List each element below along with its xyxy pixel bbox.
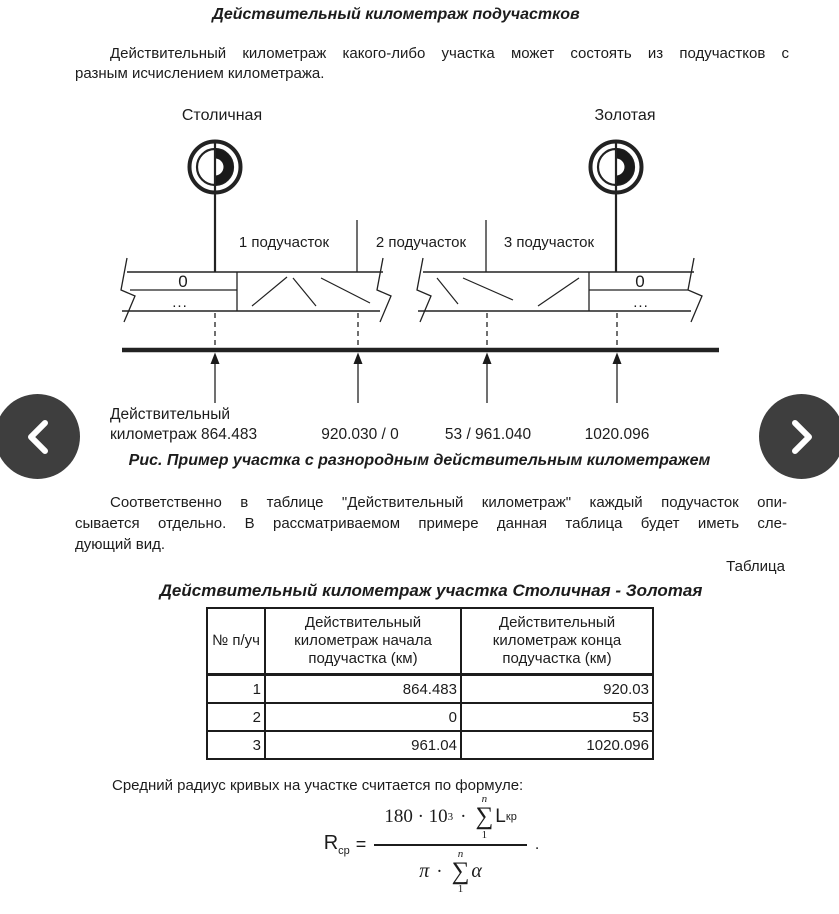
page-title: Действительный километраж подучастков — [212, 6, 580, 23]
cell-number: 2 — [207, 703, 265, 731]
kilometrage-table — [206, 607, 654, 760]
table-intro-paragraph — [75, 492, 787, 555]
sum-symbol: n ∑ 1 — [451, 847, 470, 895]
table-word: Таблица — [726, 558, 785, 575]
station-left-label: Столичная — [181, 107, 263, 124]
fraction-numerator: 180 · 10 3 · n ∑ 1 L кр — [374, 794, 527, 846]
section-label-1: 1 подучасток — [238, 234, 330, 251]
band-left-zero: 0 — [178, 272, 188, 291]
band-right-zero: 0 — [635, 272, 645, 291]
intro-line-2: разным исчислением километража. — [75, 65, 325, 82]
equals-sign: = — [355, 834, 367, 854]
formula-intro: Средний радиус кривых на участке считается по формуле: — [112, 777, 524, 794]
band-left-dots: ... — [172, 294, 188, 311]
figure-caption: Рис. Пример участка с разнородным действительным километражем — [128, 452, 711, 469]
break-mark — [688, 258, 702, 322]
formula-period: . — [534, 835, 540, 853]
km-mark-3: 53 / 961.040 — [444, 426, 532, 443]
chevron-left-icon — [21, 415, 55, 459]
fraction — [374, 794, 527, 895]
paragraph-line-3: дующий вид. — [75, 536, 166, 553]
km-mark-4: 1020.096 — [584, 426, 650, 443]
km-mark-2: 920.030 / 0 — [321, 426, 399, 443]
formula-lhs: $R_{ср}$ — [323, 832, 350, 857]
station-right-label: Золотая — [594, 107, 656, 124]
cell-number: 3 — [207, 731, 265, 759]
cell-end-km: 1020.096 — [461, 731, 653, 759]
track-band-left — [121, 258, 391, 322]
station-symbol-left — [190, 141, 241, 272]
section-label-3: 3 подучасток — [503, 234, 595, 251]
paragraph-line-1: Соответственно в таблице "Действительный километраж" каждый подучасток опи- — [110, 494, 787, 511]
sum-symbol: n ∑ 1 — [475, 793, 494, 841]
intro-paragraph — [75, 44, 789, 84]
table-row — [207, 731, 653, 759]
band-right-dots: ... — [633, 294, 649, 311]
cell-start-km: 961.04 — [265, 731, 461, 759]
intro-line-1: Действительный километраж какого-либо участка может состоять из подучастков с — [110, 45, 789, 62]
station-symbol-right — [591, 141, 642, 272]
axis-arrows — [211, 353, 622, 404]
break-mark — [377, 258, 391, 322]
track-band-right — [417, 258, 702, 322]
fraction-denominator: π · n ∑ 1 α — [419, 847, 482, 895]
cell-end-km: 920.03 — [461, 675, 653, 704]
table-row — [207, 675, 653, 704]
km-label-line1: Действительный — [110, 406, 231, 423]
avg-radius-formula — [12, 794, 839, 895]
chevron-right-icon — [785, 415, 819, 459]
kilometrage-diagram — [0, 100, 839, 448]
table-row — [207, 703, 653, 731]
km-label-line2: километраж 864.483 — [110, 426, 258, 443]
cell-number: 1 — [207, 675, 265, 704]
cell-start-km: 0 — [265, 703, 461, 731]
paragraph-line-2: сывается отдельно. В рассматриваемом примере данная таблица будет иметь сле- — [75, 515, 787, 532]
col-header-end-km: Действительный километраж конца подучастка (км) — [461, 608, 653, 675]
col-header-start-km: Действительный километраж начала подучастка (км) — [265, 608, 461, 675]
section-label-2: 2 подучасток — [375, 234, 467, 251]
table-title: Действительный километраж участка Столичная - Золотая — [159, 581, 703, 600]
cell-start-km: 864.483 — [265, 675, 461, 704]
break-mark — [417, 258, 431, 322]
col-header-number: № п/уч — [207, 608, 265, 675]
cell-end-km: 53 — [461, 703, 653, 731]
next-button[interactable] — [759, 394, 839, 479]
table-header-row — [207, 608, 653, 675]
